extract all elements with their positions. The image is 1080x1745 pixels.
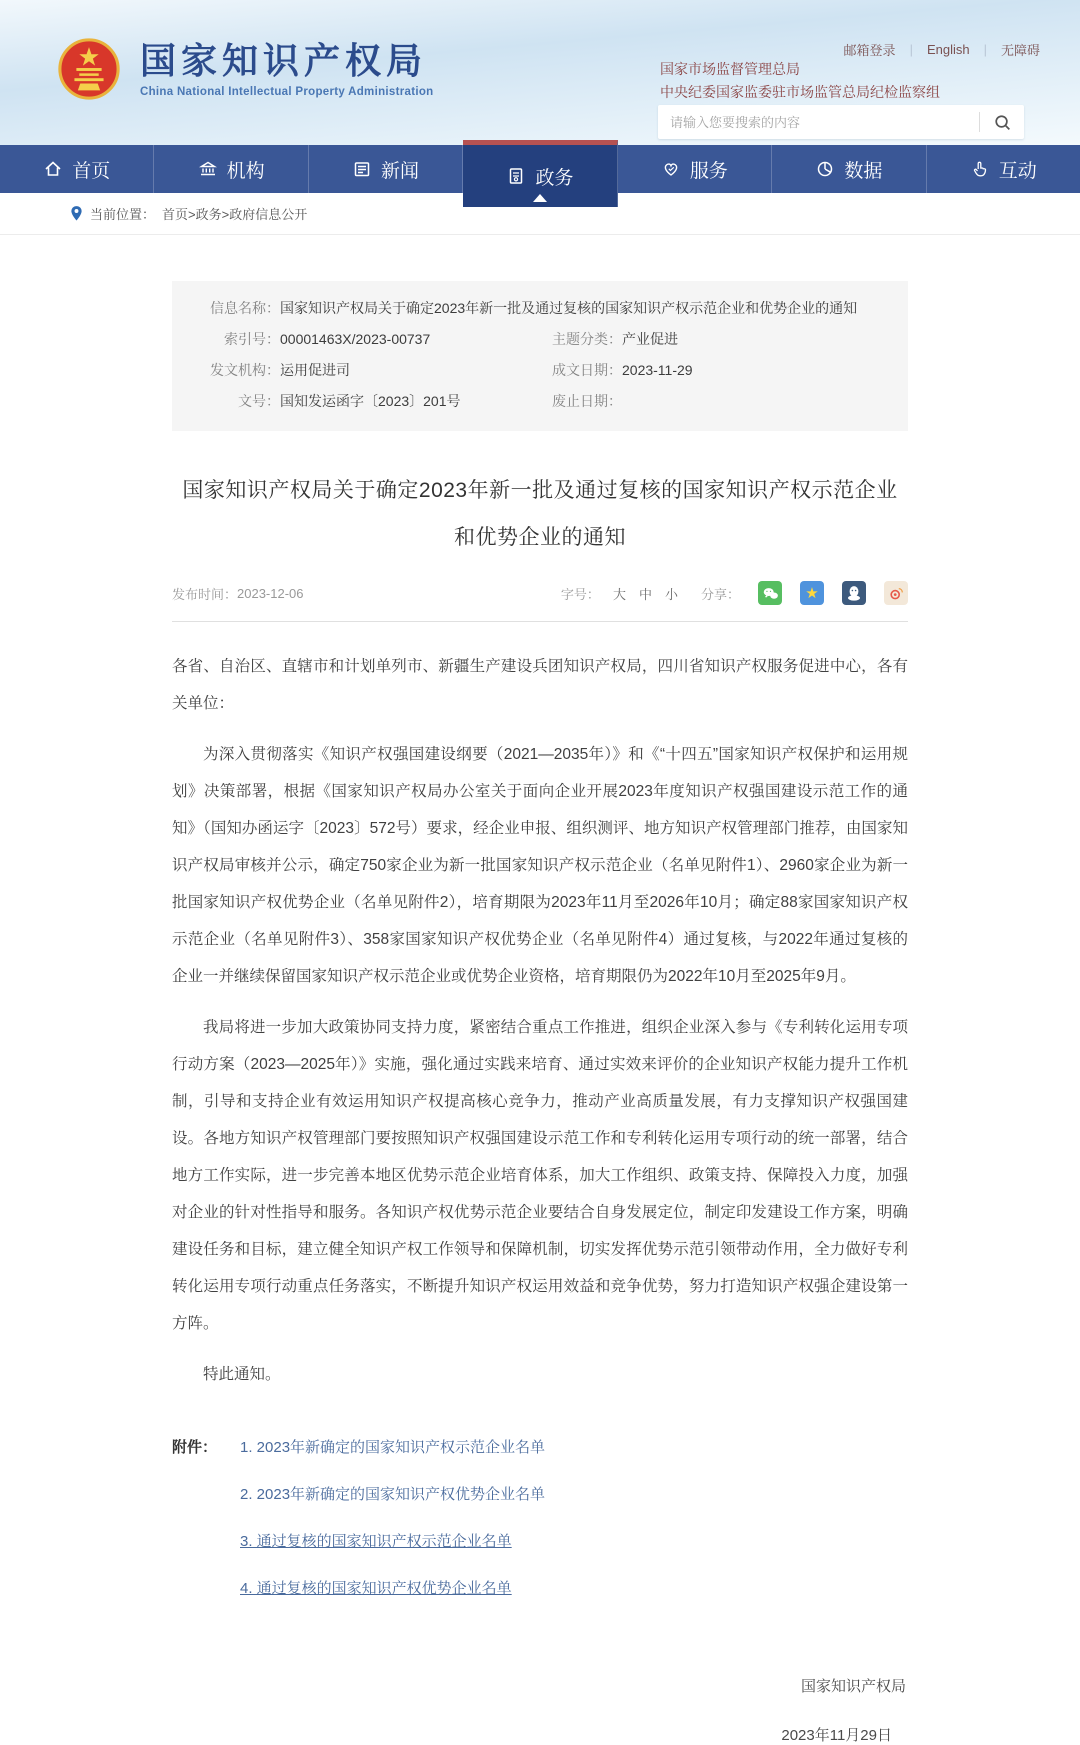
document-meta-table [172, 281, 908, 431]
agency-link-discipline[interactable]: 中央纪委国家监委驻市场监管总局纪检监察组 [660, 84, 940, 100]
font-share-tools [561, 581, 908, 605]
meta-repeal-label: 废止日期： [552, 393, 622, 409]
meta-index-label: 索引号： [224, 331, 280, 347]
touch-hand-icon [970, 159, 990, 179]
meta-docno-label: 文号： [238, 393, 280, 409]
home-icon [43, 159, 63, 179]
nav-label: 新闻 [381, 160, 420, 182]
signature-date: 2023年11月29日 [781, 1727, 892, 1744]
bank-icon [198, 159, 218, 179]
search-icon [993, 113, 1012, 132]
page-title: 国家知识产权局关于确定2023年新一批及通过复核的国家知识产权示范企业和优势企业的通知 [182, 479, 898, 549]
main-nav [0, 145, 1080, 193]
meta-info-name-value: 国家知识产权局关于确定2023年新一批及通过复核的国家知识产权示范企业和优势企业的通知 [280, 300, 858, 316]
news-icon [352, 159, 372, 179]
publish-time-label: 发布时间： [172, 586, 238, 602]
fontsize-large-button[interactable]: 大 [612, 586, 626, 602]
english-link[interactable]: English [926, 42, 970, 57]
nav-label: 机构 [226, 160, 265, 182]
attachment-link-1[interactable]: 1. 2023年新确定的国家知识产权示范企业名单 [240, 1439, 546, 1456]
nav-label: 政务 [535, 167, 574, 189]
share-qq-icon[interactable] [842, 581, 866, 605]
meta-agency-label: 发文机构： [210, 362, 280, 378]
national-emblem-icon [56, 36, 122, 102]
share-weibo-icon[interactable] [884, 581, 908, 605]
site-search [658, 105, 1024, 139]
nav-label: 服务 [689, 160, 728, 182]
nav-item-government-affairs[interactable] [463, 140, 617, 207]
signature-block [172, 1675, 908, 1745]
nav-item-data[interactable] [772, 145, 926, 193]
site-header [0, 0, 1080, 145]
signature-org: 国家知识产权局 [800, 1678, 906, 1695]
mail-login-link[interactable]: 邮箱登录 [843, 43, 896, 58]
share-qzone-icon[interactable]: ★ [800, 581, 824, 605]
nav-item-service[interactable] [618, 145, 772, 193]
meta-topic-value: 产业促进 [622, 331, 678, 347]
nav-item-interaction[interactable] [927, 145, 1080, 193]
fontsize-label: 字号： [560, 586, 600, 602]
nav-item-home[interactable] [0, 145, 154, 193]
nav-item-institution[interactable] [154, 145, 308, 193]
divider: | [983, 42, 987, 57]
search-button[interactable] [980, 105, 1024, 139]
breadcrumb-label: 当前位置： [90, 207, 156, 222]
share-wechat-icon[interactable] [758, 581, 782, 605]
attachments-list [240, 1433, 545, 1621]
publish-time-value: 2023-12-06 [237, 585, 304, 601]
site-title: 国家知识产权局 [140, 40, 428, 81]
heart-service-icon [661, 159, 681, 179]
related-agency-links [660, 58, 940, 104]
body-paragraph-1: 为深入贯彻落实《知识产权强国建设纲要（2021—2035年）》和《“十四五”国家知识产权保护和运用规划》决策部署，根据《国家知识产权局办公室关于面向企业开展2023年度知识产权强国建设示范工作的通知》（国知办函运字〔2023〕572号）要求，经企业申报、组织测评、地方知识产权管理部门推荐，由国家知识产权局审核并公示，确定750家企业为新一批国家知识产权示范企业（名单见附件1）、2960家企业为新一批国家知识产权优势企业（名单见附件2），培育期限为2023年11月至2026年10月；确定88家国家知识产权示范企业（名单见附件3）、358家国家知识产权优势企业（名单见附件4）通过复核，与2022年通过复核的企业一并继续保留国家知识产权示范企业或优势企业资格，培育期限仍为2022年10月至2025年9月。 [172, 746, 908, 985]
closing-paragraph: 特此通知。 [203, 1366, 281, 1383]
share-label: 分享： [700, 586, 740, 602]
breadcrumb-path[interactable]: 首页>政务>政府信息公开 [162, 207, 308, 222]
nav-label: 数据 [844, 160, 883, 182]
attachments-label: 附件： [172, 1439, 218, 1456]
meta-index-value: 00001463X/2023-00737 [280, 331, 431, 347]
nav-label: 互动 [998, 160, 1037, 182]
fontsize-small-button[interactable]: 小 [664, 586, 678, 602]
meta-date-label: 成文日期： [552, 362, 622, 378]
meta-agency-value: 运用促进司 [280, 362, 350, 378]
location-pin-icon [70, 205, 83, 222]
site-subtitle: China National Intellectual Property Administration [140, 86, 434, 98]
accessibility-link[interactable]: 无障碍 [1000, 43, 1040, 58]
meta-docno-value: 国知发运函字〔2023〕201号 [280, 393, 461, 409]
meta-topic-label: 主题分类： [552, 331, 622, 347]
publish-info-row [172, 581, 908, 622]
site-logo [56, 36, 433, 102]
nav-item-news[interactable] [309, 145, 463, 193]
attachments-section [172, 1433, 908, 1621]
search-input[interactable] [658, 115, 979, 130]
meta-date-value: 2023-11-29 [622, 362, 693, 378]
attachment-link-2[interactable]: 2. 2023年新确定的国家知识产权优势企业名单 [240, 1486, 546, 1503]
nav-label: 首页 [72, 160, 111, 182]
document-icon [506, 166, 526, 186]
article-container [172, 281, 908, 1745]
divider: | [909, 42, 913, 57]
article-body [172, 648, 908, 1393]
attachment-link-4[interactable]: 4. 通过复核的国家知识产权优势企业名单 [240, 1580, 512, 1597]
header-utility-links [844, 40, 1040, 59]
pie-chart-icon [815, 159, 835, 179]
fontsize-medium-button[interactable]: 中 [638, 586, 652, 602]
attachment-link-3[interactable]: 3. 通过复核的国家知识产权示范企业名单 [240, 1533, 512, 1550]
agency-link-samr[interactable]: 国家市场监督管理总局 [660, 61, 800, 77]
body-paragraph-2: 我局将进一步加大政策协同支持力度，紧密结合重点工作推进，组织企业深入参与《专利转化运用专项行动方案（2023—2025年）》实施，强化通过实践来培育、通过实效来评价的企业知识产权能力提升工作机制，引导和支持企业有效运用知识产权提高核心竞争力，推动产业高质量发展，有力支撑知识产权强国建设。各地方知识产权管理部门要按照知识产权强国建设示范工作和专利转化运用专项行动的统一部署，结合地方工作实际，进一步完善本地区优势示范企业培育体系，加大工作组织、政策支持、保障投入力度，加强对企业的针对性指导和服务。各知识产权优势示范企业要结合自身发展定位，制定印发建设工作方案，明确建设任务和目标，建立健全知识产权工作领导和保障机制，切实发挥优势示范引领带动作用，全力做好专利转化运用专项行动重点任务落实，不断提升知识产权运用效益和竞争优势，努力打造知识产权强企建设第一方阵。 [172, 1019, 908, 1332]
meta-info-name-label: 信息名称： [210, 300, 280, 316]
site-title-block [140, 40, 433, 98]
salutation-paragraph: 各省、自治区、直辖市和计划单列市、新疆生产建设兵团知识产权局，四川省知识产权服务促进中心，各有关单位： [172, 658, 908, 712]
